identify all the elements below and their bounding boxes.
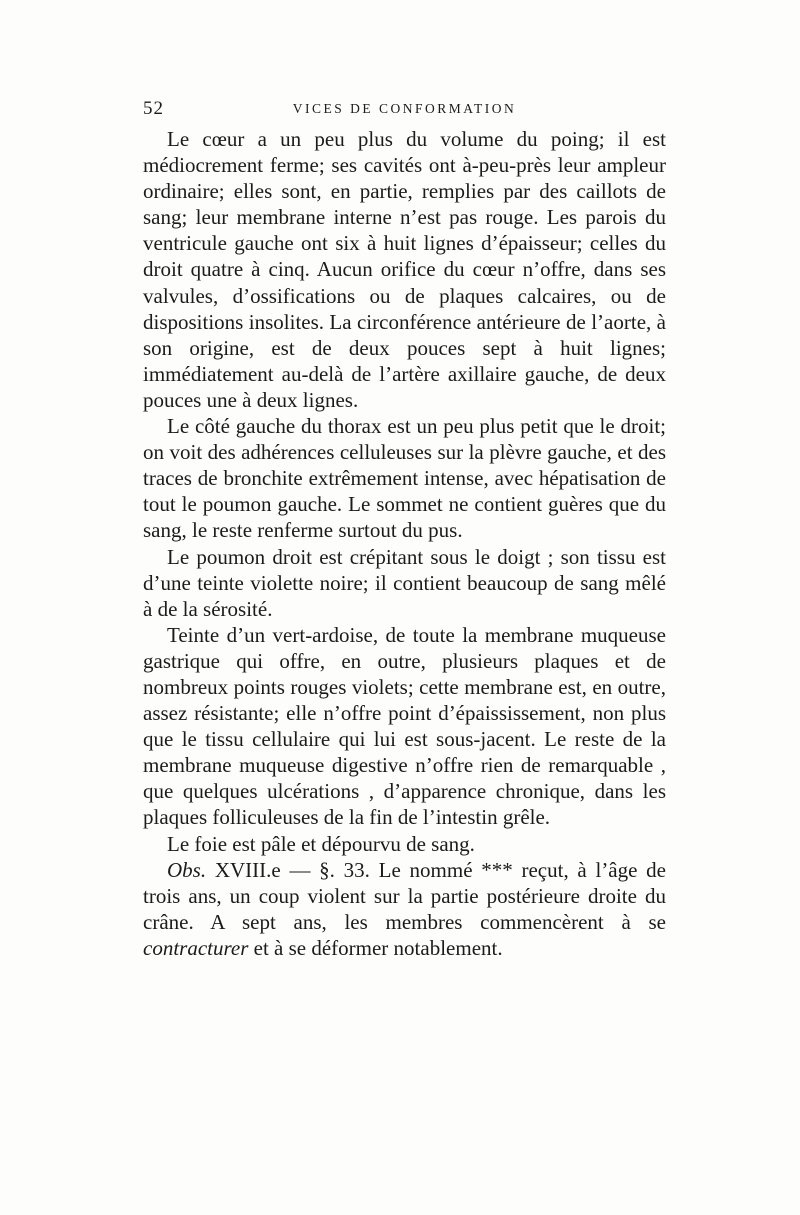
page-text xyxy=(143,126,666,961)
observation-paragraph xyxy=(143,857,666,961)
running-head xyxy=(143,98,666,122)
paragraph-right-lung: Le poumon droit est crépitant sous le doigt ; son tissu est d’une teinte violette noire; il contient beaucoup de sang mêlé à de la sérosité. xyxy=(143,544,666,621)
observation-text: — §. 33. Le nommé *** reçut, à l’âge de trois ans, un coup violent sur la partie postérieure droite du crâne. A sept ans, les membres commencèrent à se xyxy=(143,857,667,934)
running-title: VICES DE CONFORMATION xyxy=(292,101,517,116)
observation-number: XVIII.e xyxy=(214,857,281,882)
paragraph-liver: Le foie est pâle et dépourvu de sang. xyxy=(167,831,475,856)
italic-term: contracturer xyxy=(143,935,249,960)
paragraph-heart: Le cœur a un peu plus du volume du poing; il est médiocrement ferme; ses cavités ont à-peu-près leur ampleur ordinaire; elles sont, en partie, remplies par des caillots de sang; leur membrane interne n’est pas rouge. Les parois du ventricule gauche ont six à huit lignes d’épaisseur; celles du droit quatre à cinq. Aucun orifice du cœur n’offre, dans ses valvules, d’ossifications ou de plaques calcaires, ou de dispositions insolites. La circonférence antérieure de l’aorte, à son origine, est de deux pouces sept à huit lignes; immédiatement au-delà de l’artère axillaire gauche, de deux pouces une à deux lignes. xyxy=(143,127,666,412)
paragraph-thorax: Le côté gauche du thorax est un peu plus petit que le droit; on voit des adhérences celluleuses sur la plèvre gauche, et des traces de bronchite extrêmement intense, avec hépatisation de tout le poumon gauche. Le sommet ne contient guères que du sang, le reste renferme surtout du pus. xyxy=(143,414,666,543)
observation-label: Obs. xyxy=(167,857,207,882)
paragraph-gastric-membrane: Teinte d’un vert-ardoise, de toute la membrane muqueuse gastrique qui offre, en outre, plusieurs plaques et de nombreux points rouges violets; cette membrane est, en outre, assez résistante; elle n’offre point d’épaississement, non plus que le tissu cellulaire qui lui est sous-jacent. Le reste de la membrane muqueuse digestive n’offre rien de remarquable , que quelques ulcérations , d’apparence chronique, dans les plaques folliculeuses de la fin de l’intestin grêle. xyxy=(143,622,666,830)
page-number: 52 xyxy=(143,98,164,119)
observation-ending: et à se déformer notablement. xyxy=(248,935,503,960)
